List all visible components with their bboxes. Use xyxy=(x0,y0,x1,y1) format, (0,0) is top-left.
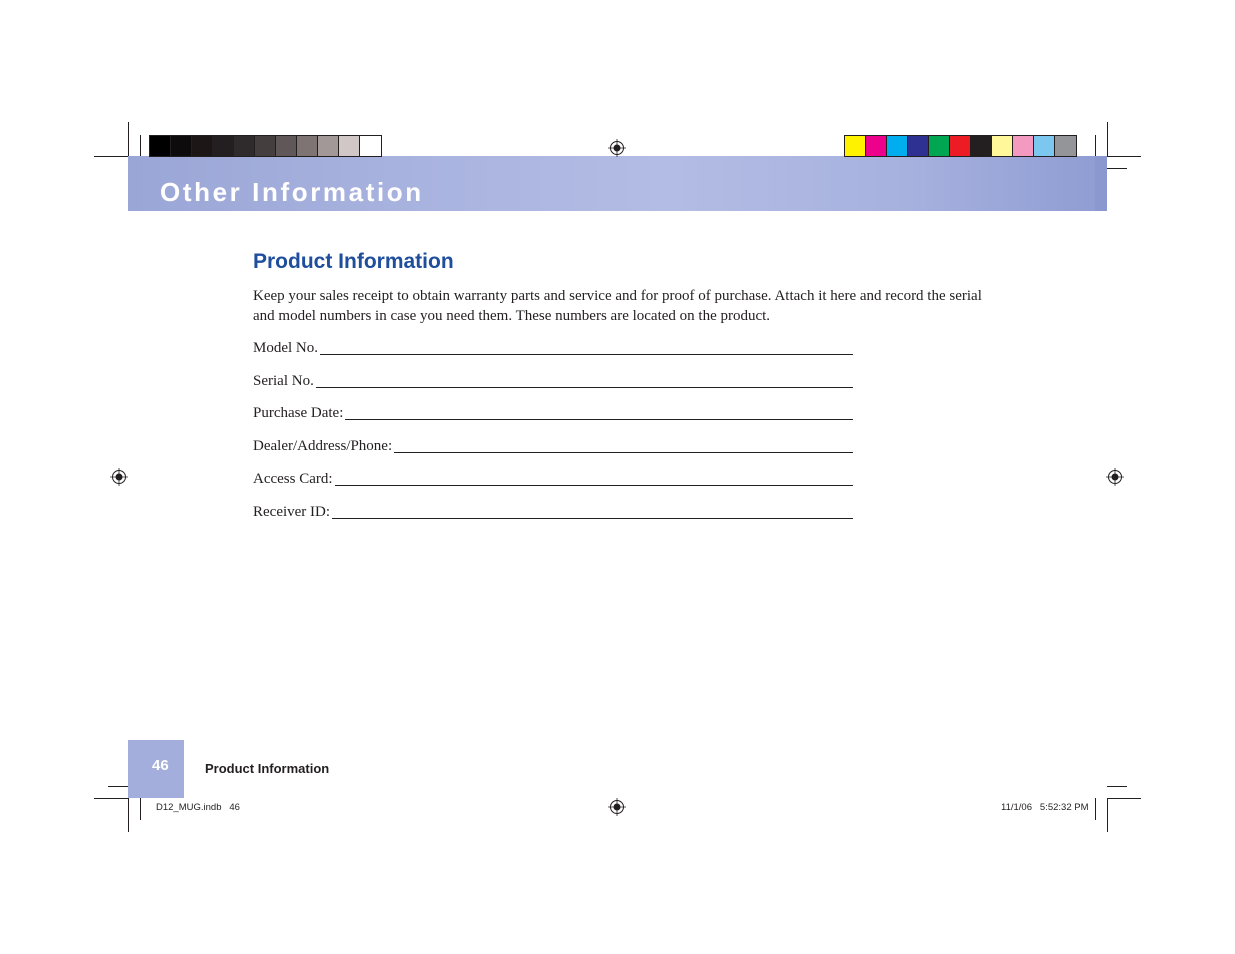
receiver-id-field[interactable] xyxy=(253,500,853,522)
crop-mark xyxy=(140,135,141,157)
process-color-bar xyxy=(844,135,1077,157)
field-label: Serial No. xyxy=(253,373,314,389)
color-swatch xyxy=(150,136,171,156)
color-swatch xyxy=(971,136,992,156)
serial-number-field[interactable] xyxy=(253,369,853,391)
header-band-edge xyxy=(1095,156,1107,211)
write-in-line[interactable] xyxy=(320,354,853,355)
registration-mark-icon xyxy=(608,139,626,157)
registration-mark-icon xyxy=(110,468,128,486)
write-in-line[interactable] xyxy=(316,387,853,388)
color-swatch xyxy=(908,136,929,156)
color-swatch xyxy=(276,136,297,156)
field-label: Purchase Date: xyxy=(253,405,344,421)
field-label: Receiver ID: xyxy=(253,504,331,520)
color-swatch xyxy=(192,136,213,156)
slug-file-info: D12_MUG.indb 46 xyxy=(156,802,240,813)
write-in-line[interactable] xyxy=(335,485,853,486)
color-swatch xyxy=(992,136,1013,156)
grayscale-color-bar xyxy=(149,135,382,157)
crop-mark xyxy=(94,798,128,799)
field-label: Dealer/Address/Phone: xyxy=(253,438,393,454)
color-swatch xyxy=(1013,136,1034,156)
page-number: 46 xyxy=(152,757,169,774)
crop-mark xyxy=(140,798,141,820)
slug-timestamp: 11/1/06 5:52:32 PM xyxy=(1001,802,1089,813)
color-swatch xyxy=(297,136,318,156)
write-in-line[interactable] xyxy=(345,419,853,420)
intro-paragraph: Keep your sales receipt to obtain warranty parts and service and for proof of purchase. Attach it here and record the serial and model numbers in case you need them. These numbers are located on the product. xyxy=(253,288,982,324)
crop-mark xyxy=(94,156,128,157)
field-label: Model No. xyxy=(253,340,318,356)
purchase-date-field[interactable] xyxy=(253,401,853,423)
crop-mark xyxy=(128,798,129,832)
crop-mark xyxy=(1107,168,1127,169)
color-swatch xyxy=(950,136,971,156)
color-swatch xyxy=(213,136,234,156)
color-swatch xyxy=(929,136,950,156)
crop-mark xyxy=(1107,798,1141,799)
crop-mark xyxy=(1095,798,1096,820)
color-swatch xyxy=(1055,136,1076,156)
field-label: Access Card: xyxy=(253,471,333,487)
registration-mark-icon xyxy=(608,798,626,816)
dealer-address-phone-field[interactable] xyxy=(253,434,853,456)
color-swatch xyxy=(171,136,192,156)
color-swatch xyxy=(339,136,360,156)
crop-mark xyxy=(1107,122,1108,156)
color-swatch xyxy=(318,136,339,156)
crop-mark xyxy=(108,786,128,787)
color-swatch xyxy=(1034,136,1055,156)
color-swatch xyxy=(845,136,866,156)
access-card-field[interactable] xyxy=(253,467,853,489)
footer-section-label: Product Information xyxy=(205,761,330,776)
color-swatch xyxy=(255,136,276,156)
color-swatch xyxy=(866,136,887,156)
crop-mark xyxy=(1095,135,1096,157)
write-in-line[interactable] xyxy=(332,518,853,519)
color-swatch xyxy=(234,136,255,156)
crop-mark xyxy=(1107,798,1108,832)
crop-mark xyxy=(1107,786,1127,787)
color-swatch xyxy=(360,136,381,156)
section-title: Product Information xyxy=(253,250,454,273)
model-number-field[interactable] xyxy=(253,336,853,358)
crop-mark xyxy=(128,122,129,156)
registration-mark-icon xyxy=(1106,468,1124,486)
write-in-line[interactable] xyxy=(394,452,853,453)
page-header-title: Other Information xyxy=(160,177,424,207)
color-swatch xyxy=(887,136,908,156)
crop-mark xyxy=(1107,156,1141,157)
